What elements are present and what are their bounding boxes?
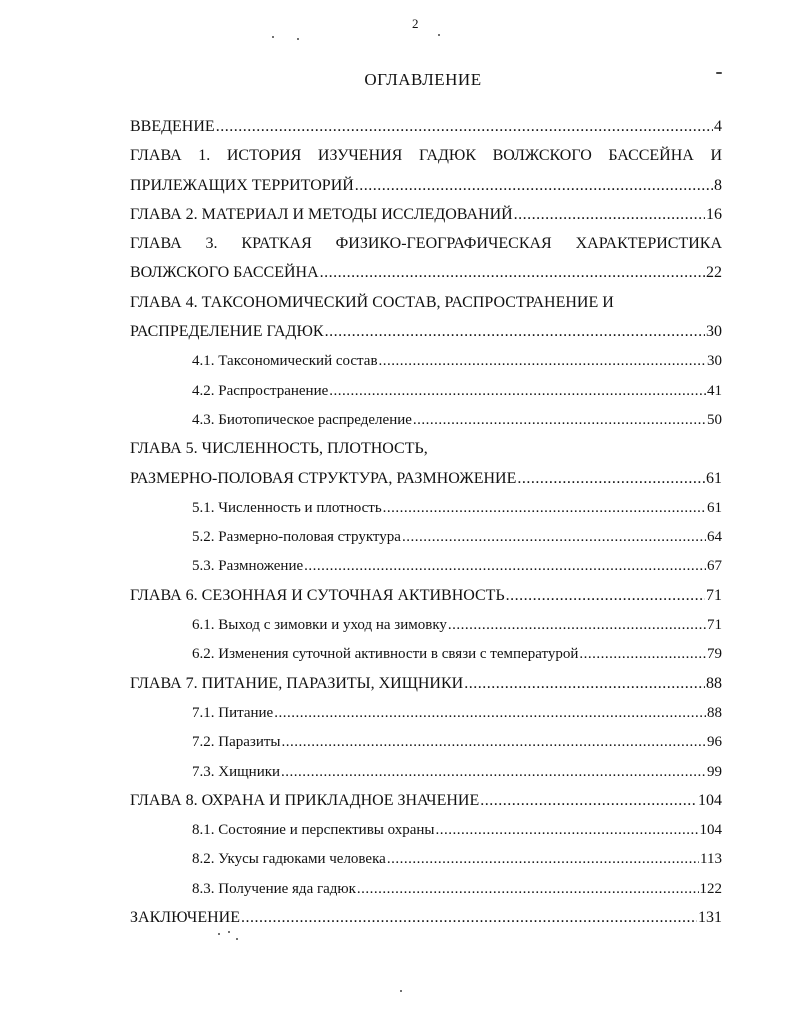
page-number: 2 — [412, 16, 419, 31]
toc-entry-page: 8 — [714, 176, 722, 194]
toc-entry-label: ВВЕДЕНИЕ — [130, 118, 215, 135]
leader-dots — [304, 555, 706, 577]
toc-entry-label: ГЛАВА 8. ОХРАНА И ПРИКЛАДНОЕ ЗНАЧЕНИЕ — [130, 791, 480, 809]
toc-entry-page: 41 — [707, 382, 722, 399]
toc-entry-label: ПРИЛЕЖАЩИХ ТЕРРИТОРИЙ — [130, 176, 354, 194]
toc-entry-page: 67 — [707, 558, 722, 575]
toc-entry-page: 71 — [707, 617, 722, 634]
scan-speck — [272, 36, 274, 38]
toc-entry-label: 6.2. Изменения суточной активности в связи с температурой — [192, 646, 579, 663]
toc-subentry-7-2 — [130, 728, 722, 757]
toc-entry-label: ГЛАВА 3. КРАТКАЯ ФИЗИКО-ГЕОГРАФИЧЕСКАЯ ХАРАКТЕРИСТИКА — [130, 235, 722, 253]
toc-entry-label: 6.1. Выход с зимовки и уход на зимовку — [192, 617, 447, 634]
toc-entry-chapter-4-line-1 — [130, 289, 722, 318]
toc-entry-page: 30 — [707, 353, 722, 370]
toc-entry-label: ЗАКЛЮЧЕНИЕ — [130, 909, 240, 927]
leader-dots — [464, 673, 705, 695]
toc-entry-label: 5.1. Численность и плотность — [192, 499, 382, 516]
toc-entry-chapter-1-line-1 — [130, 142, 722, 171]
toc-entry-page: 4 — [714, 118, 722, 135]
toc-subentry-8-1 — [130, 816, 722, 845]
scan-speck — [236, 938, 238, 940]
toc-subentry-5-3 — [130, 552, 722, 581]
toc-subentry-5-1 — [130, 494, 722, 523]
leader-dots — [448, 614, 706, 636]
toc-entry-label: 4.3. Биотопическое распределение — [192, 411, 412, 428]
toc-entry-page: 104 — [699, 822, 722, 839]
scan-speck — [297, 38, 299, 40]
toc-entry-chapter-5-line-2 — [130, 465, 722, 494]
toc-entry-page: 30 — [706, 323, 722, 341]
leader-dots — [517, 468, 705, 490]
leader-dots — [357, 878, 699, 900]
leader-dots — [480, 790, 697, 812]
leader-dots — [379, 350, 706, 372]
toc-entry-chapter-5-line-1 — [130, 435, 722, 464]
table-of-contents — [130, 113, 722, 933]
toc-entry-chapter-1-line-2 — [130, 172, 722, 201]
toc-entry-page: 99 — [707, 763, 722, 780]
toc-subentry-5-2 — [130, 523, 722, 552]
leader-dots — [281, 761, 706, 783]
toc-entry-label: 7.3. Хищники — [192, 763, 281, 780]
toc-entry-page: 61 — [706, 469, 722, 487]
scan-speck — [218, 933, 220, 935]
toc-entry-label: 8.1. Состояние и перспективы охраны — [192, 822, 435, 839]
scan-speck — [438, 34, 440, 36]
toc-entry-label: РАСПРЕДЕЛЕНИЕ ГАДЮК — [130, 323, 324, 341]
toc-entry-chapter-7 — [130, 670, 722, 699]
toc-entry-label: ГЛАВА 6. СЕЗОННАЯ И СУТОЧНАЯ АКТИВНОСТЬ — [130, 586, 505, 604]
toc-entry-label: 5.3. Размножение — [192, 558, 304, 575]
toc-entry-page: 88 — [706, 674, 722, 692]
leader-dots — [387, 848, 699, 870]
toc-entry-page: 79 — [707, 646, 722, 663]
toc-entry-label: ГЛАВА 4. ТАКСОНОМИЧЕСКИЙ СОСТАВ, РАСПРОСТРАНЕНИЕ И — [130, 293, 614, 311]
toc-entry-page: 22 — [706, 264, 722, 282]
leader-dots — [413, 409, 706, 431]
toc-entry-label: 7.2. Паразиты — [192, 734, 281, 751]
toc-entry-chapter-3-line-1 — [130, 230, 722, 259]
toc-entry-label: ГЛАВА 2. МАТЕРИАЛ И МЕТОДЫ ИССЛЕДОВАНИЙ — [130, 205, 513, 223]
toc-entry-chapter-4-line-2 — [130, 318, 722, 347]
leader-dots — [402, 526, 706, 548]
toc-entry-introduction — [130, 113, 722, 142]
leader-dots — [320, 262, 705, 284]
toc-entry-page: 71 — [706, 586, 722, 604]
toc-subentry-4-3 — [130, 406, 722, 435]
toc-entry-page: 88 — [707, 704, 722, 721]
leader-dots — [355, 175, 713, 197]
toc-entry-label: 8.3. Получение яда гадюк — [192, 880, 356, 897]
leader-dots — [281, 731, 706, 753]
toc-entry-page: 131 — [698, 909, 722, 927]
toc-subentry-7-3 — [130, 758, 722, 787]
toc-entry-page: 16 — [706, 205, 722, 223]
toc-entry-label: 4.2. Распространение — [192, 382, 329, 399]
toc-entry-label: 7.1. Питание — [192, 704, 274, 721]
toc-entry-page: 96 — [707, 734, 722, 751]
toc-subentry-7-1 — [130, 699, 722, 728]
toc-entry-page: 113 — [700, 851, 722, 868]
toc-entry-chapter-2 — [130, 201, 722, 230]
leader-dots — [274, 702, 706, 724]
toc-entry-label: РАЗМЕРНО-ПОЛОВАЯ СТРУКТУРА, РАЗМНОЖЕНИЕ — [130, 469, 517, 487]
scan-speck — [228, 931, 230, 933]
toc-entry-label: ВОЛЖСКОГО БАССЕЙНА — [130, 264, 319, 282]
toc-entry-label: 5.2. Размерно-половая структура — [192, 529, 401, 546]
leader-dots — [325, 321, 705, 343]
leader-dots — [241, 907, 697, 929]
leader-dots — [216, 116, 713, 138]
toc-entry-label: ГЛАВА 1. ИСТОРИЯ ИЗУЧЕНИЯ ГАДЮК ВОЛЖСКОГО БАССЕЙНА И — [130, 147, 722, 165]
toc-entry-page: 104 — [698, 791, 722, 809]
page-title: ОГЛАВЛЕНИЕ — [364, 70, 482, 89]
toc-entry-chapter-8 — [130, 787, 722, 816]
leader-dots — [514, 204, 705, 226]
leader-dots — [506, 585, 705, 607]
leader-dots — [383, 497, 706, 519]
toc-subentry-6-2 — [130, 640, 722, 669]
toc-entry-chapter-3-line-2 — [130, 259, 722, 288]
toc-entry-label: 8.2. Укусы гадюками человека — [192, 851, 386, 868]
toc-entry-label: ГЛАВА 7. ПИТАНИЕ, ПАРАЗИТЫ, ХИЩНИКИ — [130, 674, 464, 692]
leader-dots — [436, 819, 699, 841]
toc-subentry-4-1 — [130, 347, 722, 376]
toc-subentry-8-3 — [130, 875, 722, 904]
toc-entry-page: 122 — [699, 880, 722, 897]
toc-entry-page: 61 — [707, 499, 722, 516]
toc-subentry-6-1 — [130, 611, 722, 640]
toc-entry-label: 4.1. Таксономический состав — [192, 353, 378, 370]
toc-entry-chapter-6 — [130, 582, 722, 611]
toc-entry-label: ГЛАВА 5. ЧИСЛЕННОСТЬ, ПЛОТНОСТЬ, — [130, 440, 428, 458]
toc-entry-page: 64 — [707, 529, 722, 546]
scan-speck — [716, 72, 722, 74]
leader-dots — [329, 380, 706, 402]
toc-subentry-8-2 — [130, 845, 722, 874]
leader-dots — [579, 643, 706, 665]
scan-speck — [400, 990, 402, 992]
toc-subentry-4-2 — [130, 377, 722, 406]
toc-entry-page: 50 — [707, 411, 722, 428]
toc-entry-conclusion — [130, 904, 722, 933]
